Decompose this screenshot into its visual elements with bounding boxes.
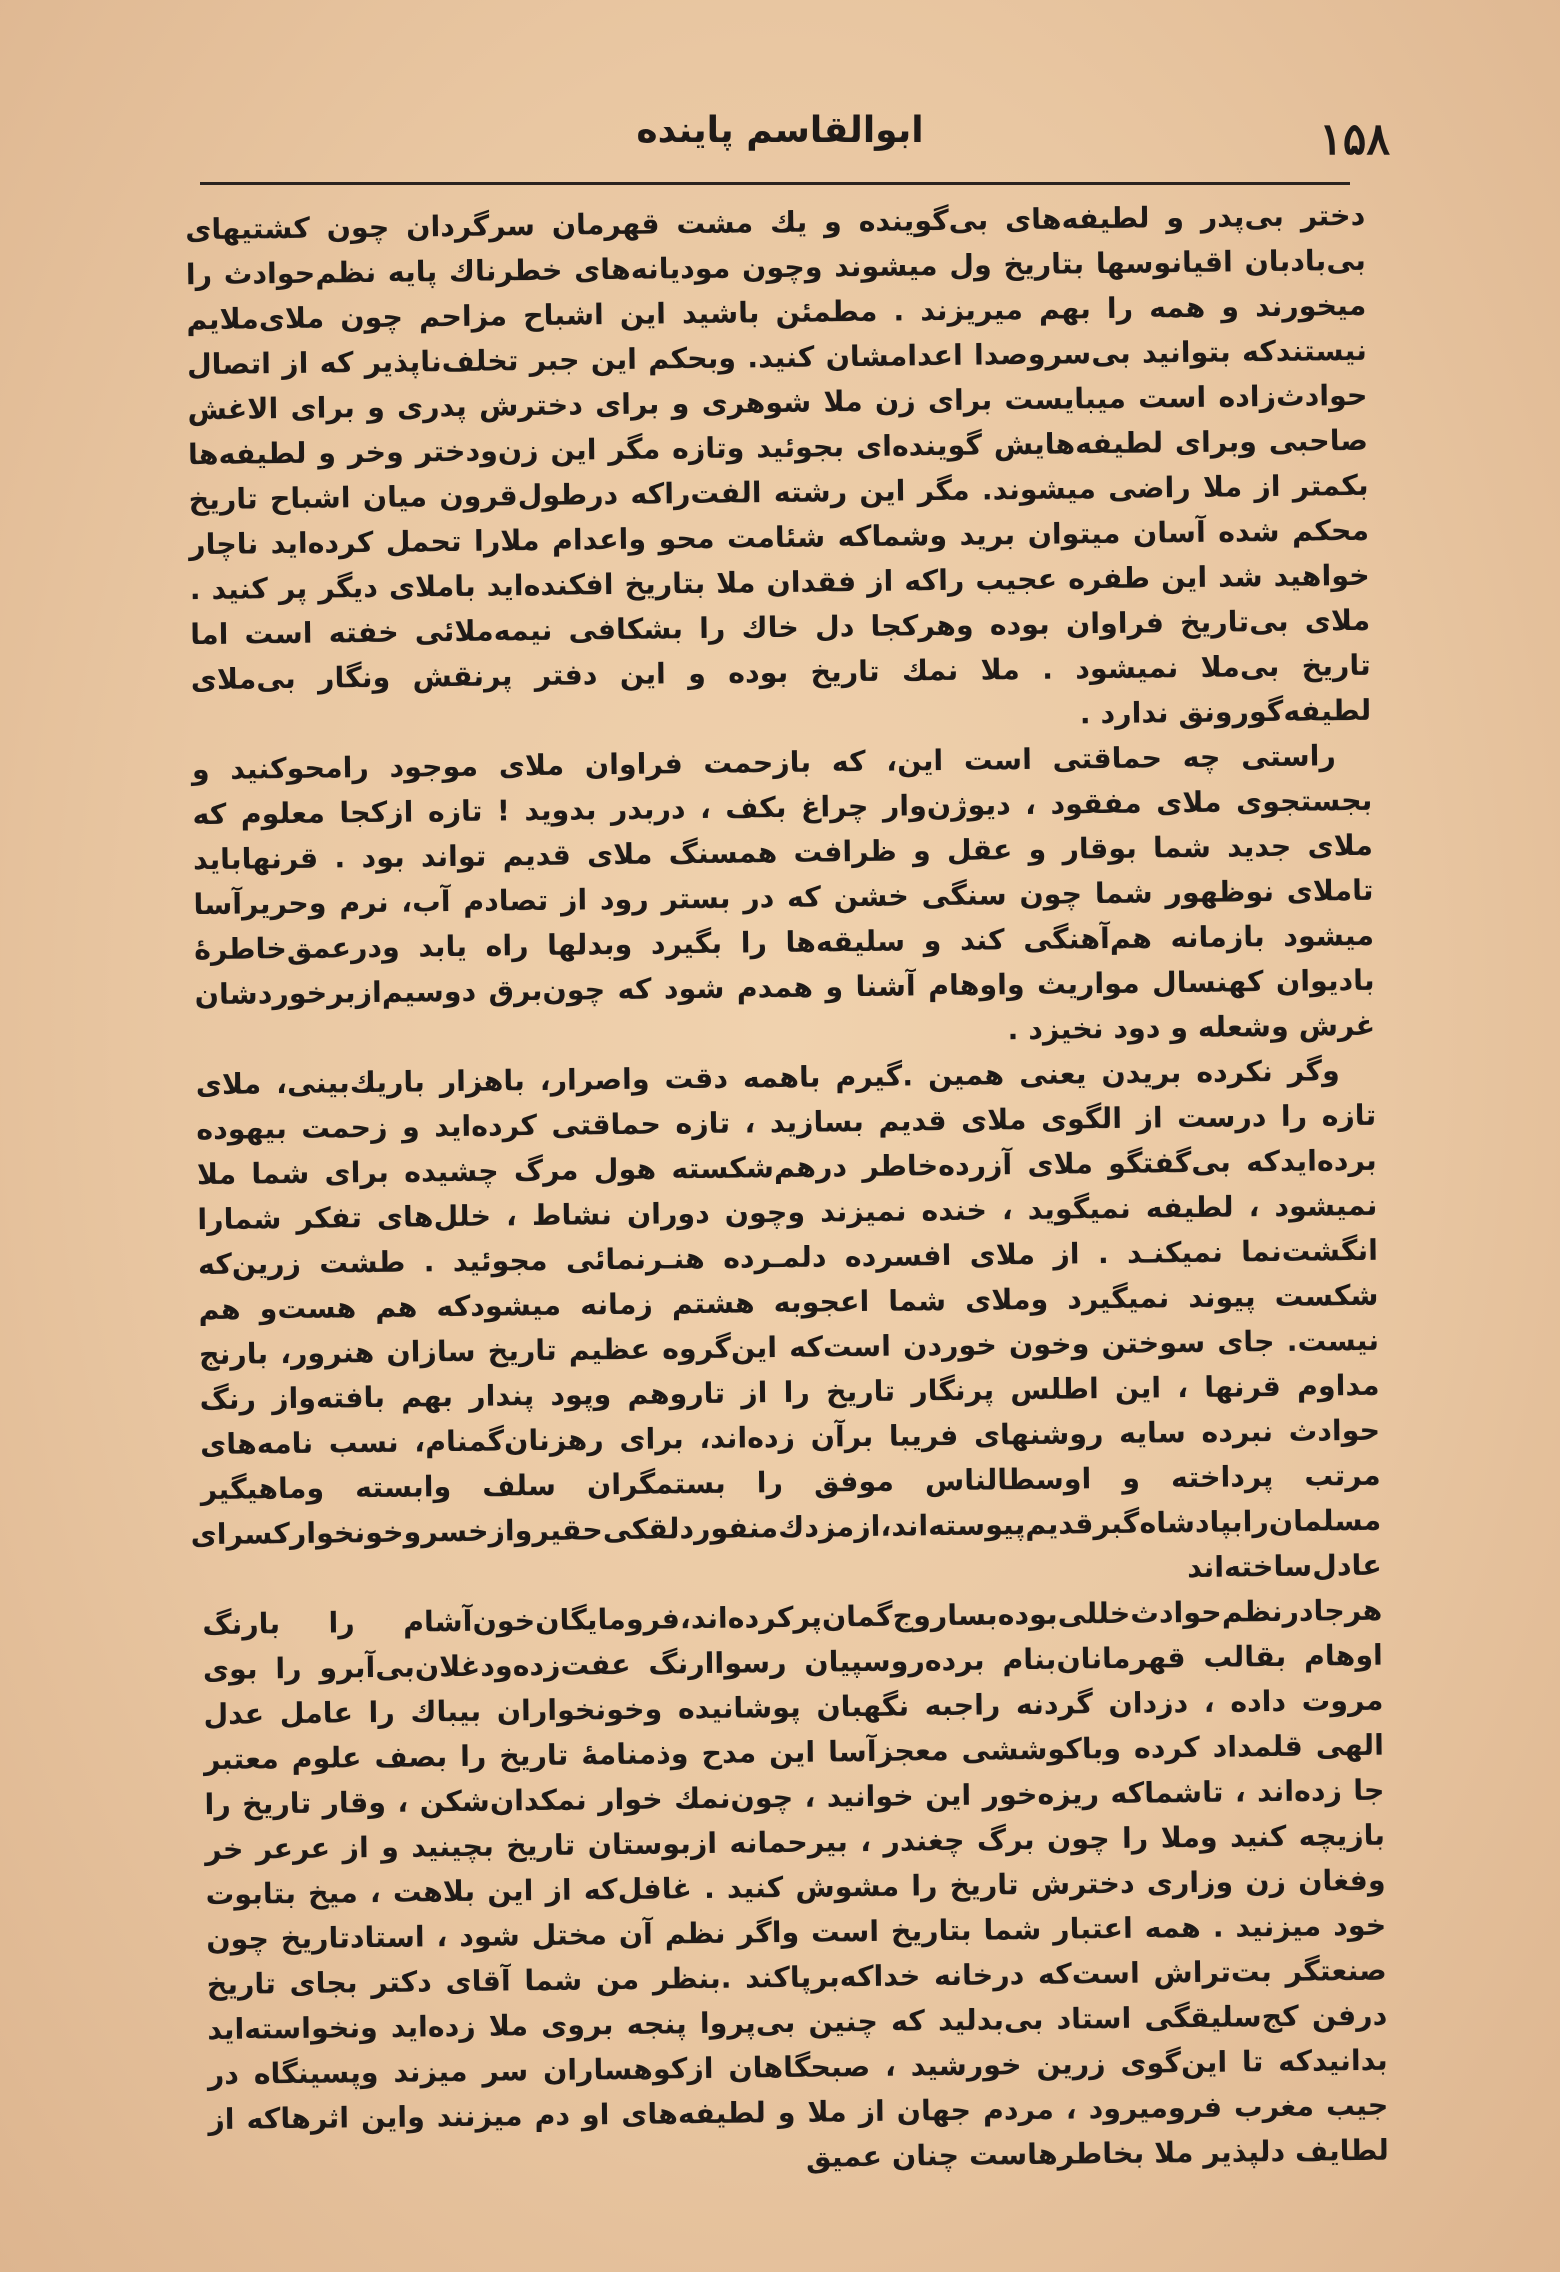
header-rule	[200, 182, 1350, 185]
paragraph: وگر نکرده بریدن یعنی همین .گیرم باهمه دقت واصرار، باهزار باریك‌بینی، ملای تازه را درست از الگوی ملای قدیم بسازید ، تازه حماقتی کرده‌اید و زحمت بیهوده برده‌ایدکه بی‌گفتگو ملای آزرده‌خاطر درهم‌شکسته هول مرگ چشیده برای شما ملا نمیشود ، لطیفه نمیگوید ، خنده نمیزند وچون دوران نشاط ، خلل‌های تفکر شمارا انگشت‌نما نمیکنـد . از ملای افسرده دلمـرده هنـرنمائی مجوئید . طشت زرین‌که شکست پیوند نمیگیرد وملای شما اعجوبه هشتم زمانه میشودکه هم هست‌و هم نیست. جای سوختن وخون خوردن است‌که این‌گروه عظیم تاریخ سازان هنرور، بارنج مداوم قرنها ، این اطلس پرنگار تاریخ را از تاروهم وپود پندار بهم بافته‌واز رنگ حوادث نبرده سایه روشنهای فریبا برآن زده‌اند، برای رهزنان‌گمنام، نسب نامه‌های مرتب پرداخته و اوسطالناس موفق را بستمگران سلف وابسته وماهیگیر مسلمان‌رابپادشاه‌گبرقدیم‌پیوسته‌اند،ازمزدك‌منفوردلقکی‌حقیروازخسروخونخوارکسرای عادل‌ساخته‌اند هرجادرنظم‌حوادث‌خللی‌بوده‌بساروج‌گمان‌پرکرده‌اند،فرومایگان‌خون‌آشام را بارنگ اوهام بقالب قهرمانان‌بنام برده‌روسپیان رسواارنگ عفت‌زده‌ودغلان‌بی‌آبرو را بوی مروت داده ، دزدان گردنه راجبه نگهبان پوشانیده وخونخواران بیباك را عامل عدل الهی قلمداد کرده وباکوششی معجزآسا این مدح وذمنامهٔ تاریخ را بصف علوم معتبر جا زده‌اند ، تاشماکه ریزه‌خور این خوانید ، چون‌نمك خوار نمکدان‌شکن ، وقار تاریخ را بازیچه کنید وملا را چون برگ چغندر ، بیرحمانه ازبوستان تاریخ بچینید و از عرعر خر وفغان زن وزاری دخترش تاریخ را مشوش کنید . غافل‌که از این بلاهت ، میخ بتابوت خود میزنید . همه اعتبار شما بتاریخ است واگر نظم آن مختل شود ، استادتاریخ چون صنعتگر بت‌تراش است‌که درخانه خداکه‌برپاکند .بنظر من شما آقای دکتر بجای تاریخ درفن کج‌سلیقگی استاد بی‌بدلید که چنین بی‌پروا پنجه بروی ملا زده‌اید ونخواسته‌اید بدانیدکه تا این‌گوی زرین خورشید ، صبحگاهان ازکوهساران سر میزند وپسینگاه در جیب مغرب فرومیرود ، مردم جهان از ملا و لطیفه‌های او دم میزنند واین اثرهاکه از لطایف دلپذیر ملا بخاطرهاست چنان عمیق	[190, 1054, 1390, 2174]
page-header	[170, 100, 1390, 180]
paragraph: دختر بی‌پدر و لطیفه‌های بی‌گوینده و یك مشت قهرمان سرگردان چون کشتیهای بی‌بادبان اقیانوسها بتاریخ ول میشوند وچون مودیانه‌های خطرناك پایه نظم‌حوادث را میخورند و همه را بهم میریزند . مطمئن باشید این اشباح مزاحم چون ملای‌ملایم نیستندکه بتوانید بی‌سروصدا اعدامشان کنید. وبحکم این جبر تخلف‌ناپذیر که از اتصال حوادث‌زاده است میبایست برای زن ملا شوهری و برای دخترش پدری و برای الاغش صاحبی وبرای لطیفه‌هایش گوینده‌ای بجوئید وتازه مگر این زن‌ودختر وخر و لطیفه‌ها بکمتر از ملا راضی میشوند. مگر این رشته الفت‌راکه درطول‌قرون میان اشباح تاریخ محکم شده آسان میتوان برید وشماکه شئامت محو واعدام ملارا تحمل کرده‌اید ناچار خواهید شد این طفره عجیب راکه از فقدان ملا بتاریخ افکنده‌اید باملای دیگر پر کنید . ملای بی‌تاریخ فراوان بوده وهرکجا دل خاك را بشکافی نیمه‌ملائی خفته است اما تاریخ بی‌ملا نمیشود . ملا نمك تاریخ بوده و این دفتر پرنقش ونگار بی‌ملای لطیفه‌گو‌رونق ندارد .	[185, 198, 1372, 731]
running-title: ابوالقاسم پاینده	[636, 110, 924, 151]
page-number: ۱۵۸	[1319, 114, 1390, 165]
paragraph: راستی چه حماقتی است این، که بازحمت فراوان ملای موجود رامحوکنید و بجستجوی ملای مفقود ، دیوژن‌وار چراغ بکف ، دربدر بدوید ! تازه ازکجا معلوم که ملای جدید شما بوقار و عقل و ظرافت همسنگ ملای قدیم تواند بود . قرنهاباید تاملای نوظهور شما چون سنگی خشن که در بستر رود از تصادم آب، نرم وحریرآسا میشود بازمانه هم‌آهنگی کند و سلیقه‌ها را بگیرد وبدلها راه یابد ودرعمق‌خاطرهٔ بادیوان کهنسال مواریث واوهام آشنا و همدم شود که چون‌برق دوسیم‌ازبرخوردشان غرش وشعله و دود نخیزد .	[191, 739, 1376, 1047]
body-text	[185, 193, 1389, 2187]
